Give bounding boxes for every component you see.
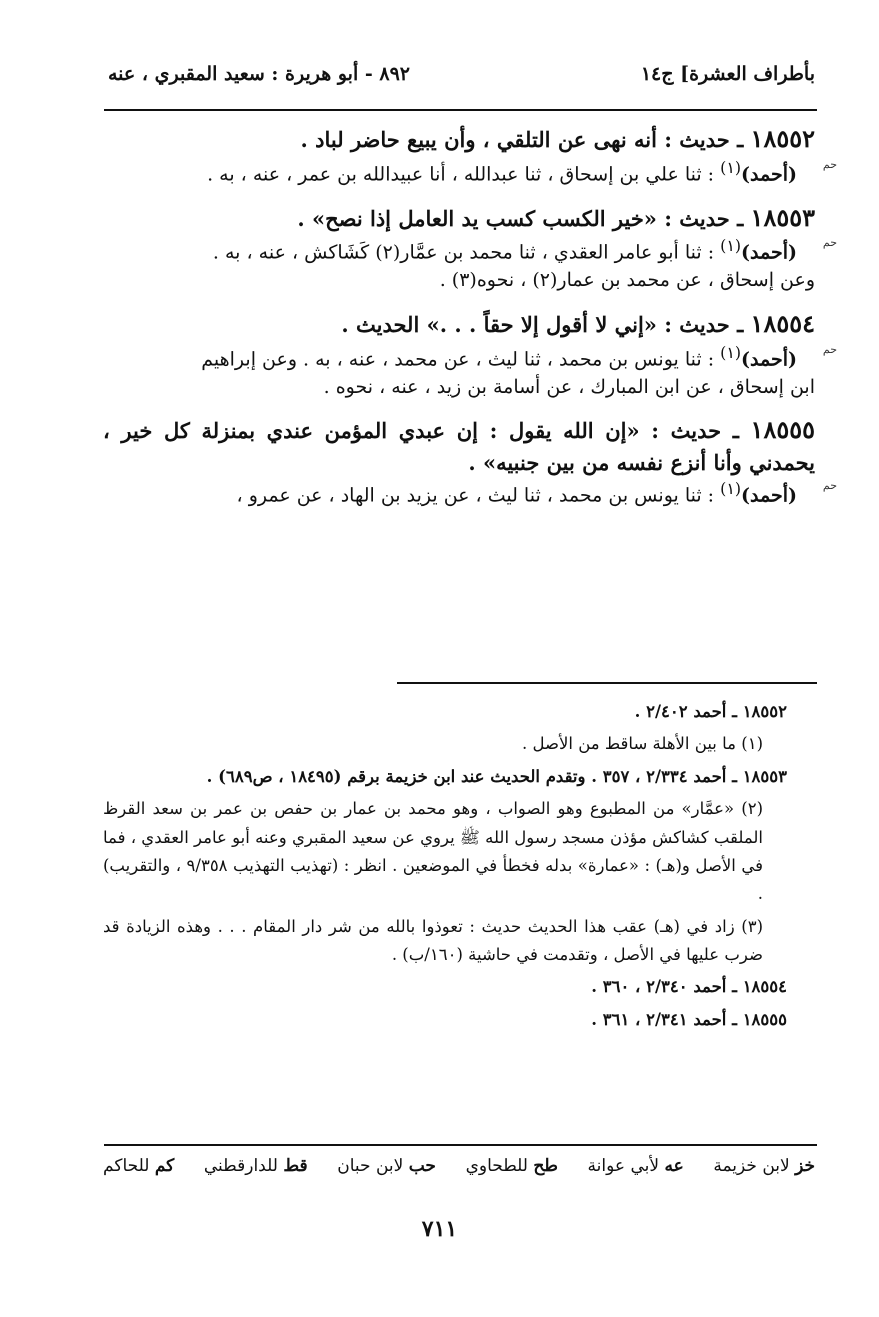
abbreviation-item <box>103 1156 174 1176</box>
chain-footnote-marker: (١) <box>720 157 742 177</box>
footnote-note: (٣) زاد في (هـ) عقب هذا الحديث حديث : تعوذوا بالله من شر دار المقام . . . وهذه الزيادة قد ضرب عليها في الأصل ، وتقدمت في حاشية (١٦٠/ب) . <box>103 916 763 964</box>
hadith-entry <box>103 307 837 401</box>
chain-text: : ثنا يونس بن محمد ، ثنا ليث ، عن محمد ، عنه ، به . وعن إبراهيم <box>201 348 715 371</box>
abbreviation-item <box>337 1156 436 1176</box>
footnote-note: (٢) «عمَّار» من المطبوع وهو الصواب ، وهو محمد بن عمار بن حفص بن عمر بن سعد القرظ الملقب كشاكش مؤذن مسجد رسول الله ﷺ يروي عن سعيد المقبري وعنه أبو عامر العقدي ، فما في الأصل و(هـ) : «عمارة» بدله فخطأ في الموضعين . انظر : (تهذيب التهذيب ٩/٣٥٨ ، والتقريب) . <box>103 799 763 904</box>
chain-footnote-marker: (١) <box>720 236 742 256</box>
source-symbol: حم <box>822 342 837 356</box>
chain-author: (أحمد) <box>741 241 797 264</box>
header-book-title: بأطراف العشرة] ج١٤ <box>640 63 815 85</box>
abbreviation-code: عه <box>664 1156 684 1176</box>
hadith-chain <box>103 157 837 189</box>
hadith-title-text: ـ حديث : «إن الله يقول : إن عبدي المؤمن عندي بمنزلة كل خير ، يحمدني وأنا أنزع نفسه من بين جنبيه» . <box>103 418 815 475</box>
abbreviation-label: للدارقطني <box>203 1156 278 1176</box>
abbreviation-code: خز <box>795 1156 815 1176</box>
abbreviation-item <box>204 1156 308 1176</box>
abbreviation-code: قط <box>283 1156 308 1176</box>
hadith-number: ١٨٥٥٢ <box>750 124 815 153</box>
hadith-continuation: ابن إسحاق ، عن ابن المبارك ، عن أسامة بن زيد ، عنه ، نحوه . <box>323 375 815 398</box>
hadith-title-text: ـ حديث : «إني لا أقول إلا حقاً . . .» الحديث . <box>341 311 744 337</box>
footnote-reference: ١٨٥٥٥ ـ أحمد ٢/٣٤١ ، ٣٦١ . <box>591 1009 787 1029</box>
hadith-chain <box>103 235 837 267</box>
header-rule <box>104 109 817 111</box>
footnote-reference: ١٨٥٥٣ ـ أحمد ٢/٣٣٤ ، ٣٥٧ . وتقدم الحديث عند ابن خزيمة برقم (١٨٤٩٥ ، ص٦٨٩) . <box>206 766 787 786</box>
footnote-reference: ١٨٥٥٢ ـ أحمد ٢/٤٠٢ . <box>634 702 787 721</box>
abbreviation-item <box>466 1156 558 1176</box>
hadith-title-text: ـ حديث : «خير الكسب كسب يد العامل إذا نصح» . <box>297 205 744 231</box>
abbreviation-label: للحاكم <box>103 1156 150 1176</box>
hadith-title-text: ـ حديث : أنه نهى عن التلقي ، وأن يبيع حاضر لباد . <box>300 127 744 152</box>
footnotes <box>103 698 815 1038</box>
running-header <box>108 56 815 92</box>
hadith-title <box>103 122 815 157</box>
source-symbol: حم <box>822 236 837 250</box>
abbreviation-code: طح <box>533 1156 558 1176</box>
hadith-chain <box>103 342 837 374</box>
abbreviation-label: للطحاوي <box>465 1156 528 1176</box>
hadith-title <box>103 413 815 478</box>
abbreviation-item <box>713 1156 815 1176</box>
footnote-separator <box>397 682 817 684</box>
abbreviation-code: حب <box>408 1156 436 1176</box>
chain-footnote-marker: (١) <box>720 342 742 362</box>
page-number: ٧١١ <box>421 1216 458 1242</box>
hadith-chain <box>103 478 837 510</box>
hadith-title <box>103 307 815 342</box>
chain-text: : ثنا يونس بن محمد ، ثنا ليث ، عن يزيد بن الهاد ، عن عمرو ، <box>236 484 715 507</box>
hadith-entry <box>103 122 837 189</box>
chain-author: (أحمد) <box>741 348 797 371</box>
source-symbol: حم <box>822 479 837 493</box>
bottom-rule <box>104 1144 817 1146</box>
hadith-continuation: وعن إسحاق ، عن محمد بن عمار(٢) ، نحوه(٣) . <box>439 269 815 292</box>
chain-text: : ثنا علي بن إسحاق ، ثنا عبدالله ، أنا عبيدالله بن عمر ، عنه ، به . <box>207 163 715 186</box>
chain-author: (أحمد) <box>741 484 797 507</box>
footnote-note: (١) ما بين الأهلة ساقط من الأصل . <box>521 734 763 754</box>
header-section-title: ٨٩٢ - أبو هريرة : سعيد المقبري ، عنه <box>108 63 410 85</box>
chain-footnote-marker: (١) <box>720 479 742 499</box>
footnote-reference: ١٨٥٥٤ ـ أحمد ٢/٣٤٠ ، ٣٦٠ . <box>591 977 787 997</box>
abbreviation-label: لابن خزيمة <box>713 1156 790 1176</box>
hadith-title <box>103 201 815 236</box>
abbreviation-code: كم <box>154 1156 175 1176</box>
abbreviation-key <box>103 1156 815 1176</box>
main-text <box>103 122 837 522</box>
source-symbol: حم <box>822 157 837 171</box>
chain-text: : ثنا أبو عامر العقدي ، ثنا محمد بن عمَّار(٢) كَشَاكش ، عنه ، به . <box>212 241 715 264</box>
abbreviation-label: لأبي عوانة <box>587 1156 660 1176</box>
hadith-entry <box>103 413 837 510</box>
hadith-number: ١٨٥٥٣ <box>750 202 815 232</box>
abbreviation-item <box>588 1156 684 1176</box>
chain-author: (أحمد) <box>741 163 797 186</box>
hadith-number: ١٨٥٥٥ <box>750 415 815 445</box>
hadith-number: ١٨٥٥٤ <box>750 308 815 338</box>
abbreviation-label: لابن حبان <box>337 1156 404 1176</box>
hadith-entry <box>103 201 837 295</box>
